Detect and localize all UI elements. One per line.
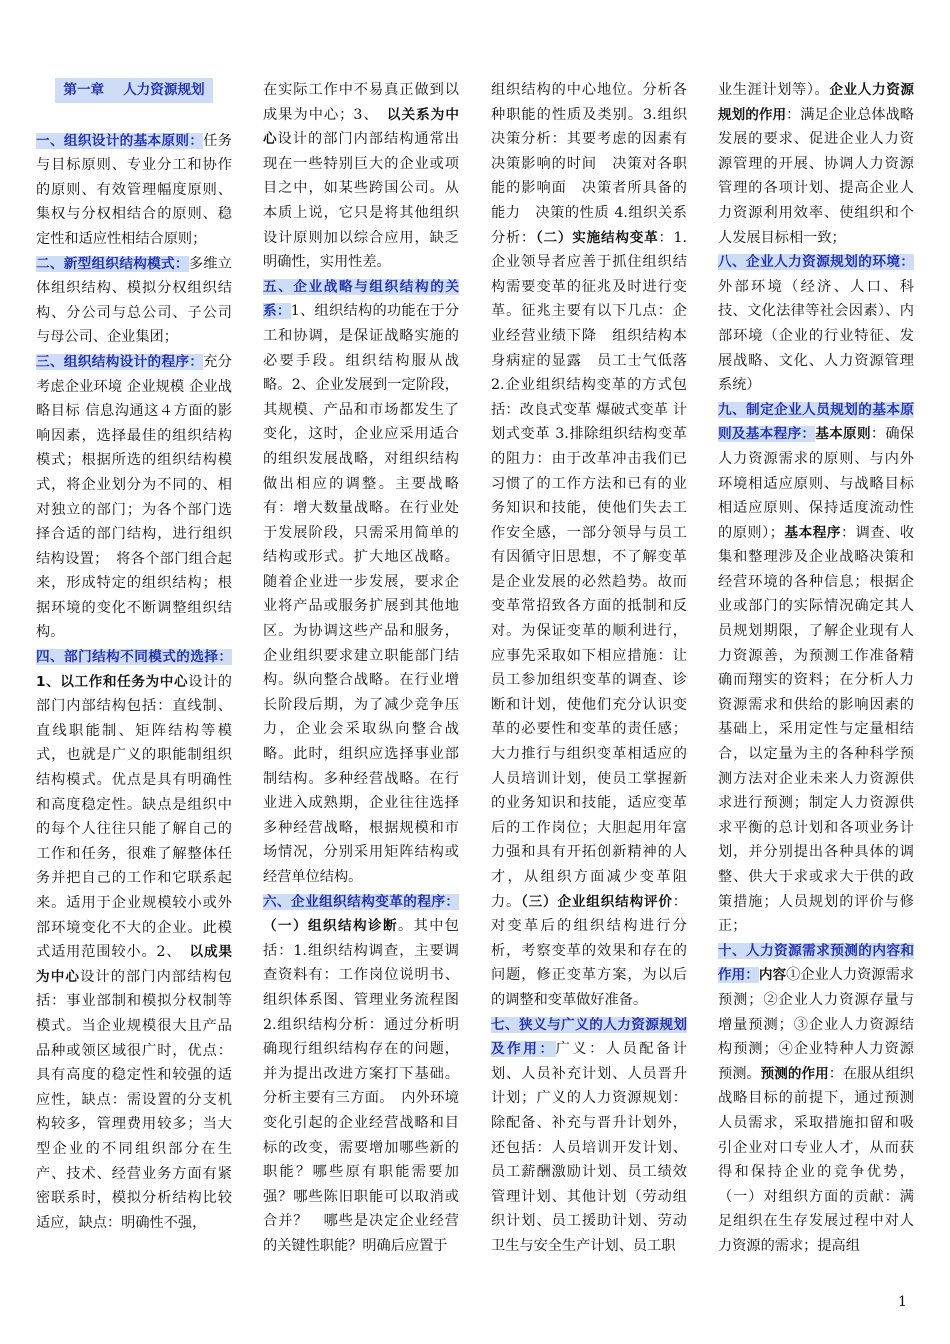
paragraph-text: 在实际工作中不易真正做到以成果为中心；3、 <box>263 82 459 123</box>
section-heading-9: 九、制定企业人员规划的基本原则及基本程序： <box>718 401 914 443</box>
section-text-2: 多维立体组织结构、模拟分权组织结构、分公司与总公司、子公司与母公司、企业集团； <box>36 255 232 346</box>
paragraph-text: ：1.企业领导者应善于抓住组织结构需要变革的征兆及时进行变革。征兆主要有以下几点：企业经营业绩下降 组织结构本身病症的显露 员工士气低落 2.企业组织结构变革的方式包括：改良式变革 爆破式变革 计划式变革 3.排除组织结构变革的阻力：由于改革冲击我们已习惯了的工作方法和已有的业务知识和技能，使他们失去工作安全感，一部分领导与员工有因循守旧思想，不了解变革是企业发展的必然趋势。故而变革常招致各方面的抵制和反对。为保证变革的顺利进行，应事先采取如下相应措施：让员工参加组织变革的调查、诊断和计划，使他们充分认识变革的必要性和变革的责任感；大力推行与组织变革相适应的人员培训计划，使员工掌握新的业务知识和技能，适应变革后的工作岗位；大胆起用年富力强和具有开拓创新精神的人才，从组织方面减少变革阻力。 <box>491 229 687 910</box>
section-heading-6: 六、企业组织结构变革的程序： <box>263 893 459 910</box>
page-number: 1 <box>898 1294 907 1310</box>
section-text-4b: 设计的部门内部结构包括：事业部制和模拟分权制等模式。当企业规模很大且产品品种或领区域很广时，优点：具有高度的稳定性和较强的适应性，缺点：需设置的分支机构较多，管理费用较多；当大型企业的不同组织部分在生产、技术、经营业务方面有紧密联系时，模拟分析结构比较适应，缺点：明确性不强， <box>36 968 232 1231</box>
section-heading-3: 三、组织结构设计的程序： <box>36 353 204 370</box>
section-text-4a: 设计的部门内部结构包括：直线制、直线职能制、矩阵结构等模式，也就是广义的职能制组织结构模式。优点是具有明确性和高度稳定性。缺点是组织中的每个人往往只能了解自己的工作和任务，很难了解整体任务并把自己的工作和它联系起来。适用于企业规模较小或外部环境变化不大的企业。此模式适用范围较小。2、 <box>36 673 232 961</box>
section-text-3: 充分考虑企业环境 企业规模 企业战略目标 信息沟通这４方面的影响因素，选择最佳的组织结构模式；根据所选的组织结构模式，将企业划分为不同的、相对独立的部门；为各个部门选择合适的部门结构，进行组织结构设置； 将各个部门组合起来，形成特定的组织结构；根据环境的变化不断调整组织结构。 <box>36 353 232 641</box>
section-text-5: 1、组织结构的功能在于分工和协调，是保证战略实施的必要手段。组织结构服从战略。2、企业发展到一定阶段，其规模、产品和市场都发生了变化，这时，企业应采用适合的组织发展战略，对组织结构做出相应的调整。主要战略有：增大数量战略。在行业处于发展阶段，只需采用简单的结构或形式。扩大地区战略。随着企业进一步发展，要求企业将产品或服务扩展到其他地区。为协调这些产品和服务，企业组织要求建立职能部门结构。纵向整合战略。在行业增长阶段后期，为了减少竞争压力，企业会采取纵向整合战略。此时，组织应选择事业部制结构。多种经营战略。在行业进入成熟期，企业往往选择多种经营战略，根据规模和市场情况，分别采用矩阵结构或经营单位结构。 <box>263 303 460 885</box>
column-2 <box>263 78 459 1259</box>
column-1 <box>36 78 232 1235</box>
bold-phrase: 基本原则 <box>815 426 871 443</box>
section-heading-7: 七、狭义与广义的人力资源规划及作用： <box>491 1016 687 1058</box>
bold-phrase: 内容 <box>758 967 787 984</box>
section-text-1: 任务与目标原则、专业分工和协作的原则、有效管理幅度原则、集权与分权相结合的原则、稳定性和适应性相结合原则； <box>36 132 232 247</box>
paragraph-text: 设计的部门内部结构通常出现在一些特别巨大的企业或项目之中，如某些跨国公司。从本质上说，它只是将其他组织设计原则加以综合应用，缺乏明确性，实用性差。 <box>263 131 459 271</box>
chapter-title: 第一章 人力资源规划 <box>55 78 213 103</box>
bold-phrase: 基本程序 <box>783 524 841 541</box>
section-heading-4: 四、部门结构不同模式的选择： <box>36 649 232 666</box>
bold-phrase: 以成果为中心 <box>36 944 233 985</box>
bold-phrase: （三）企业组织结构评价 <box>521 893 673 910</box>
bold-phrase: 1、以工作和任务为中心 <box>36 673 189 690</box>
bold-phrase: （一）组织结构诊断 <box>263 918 399 935</box>
bold-phrase: 企业人力资源规划的作用 <box>718 82 914 123</box>
paragraph-text: 组织结构的中心地位。分析各种职能的性质及类别。3.组织决策分析：其要考虑的因素有决策影响的时间 决策对各职能的影响面 决策者所具备的能力 决策的性质 4.组织关系分析： <box>491 82 687 246</box>
section-text-6: 。其中包括：1.组织结构调查，主要调查资料有：工作岗位说明书、组织体系图、管理业务流程图 2.组织结构分析：通过分析明确现行组织结构存在的问题，并为提出改进方案打下基础。分析主要有三方面。 内外环境变化引起的企业经营战略和目标的改变，需要增加哪些新的职能？哪些原有职能需要加强？哪些陈旧职能可以取消或合并？ 哪些是决定企业经营的关键性职能？明确后应置于 <box>263 918 459 1254</box>
section-heading-1: 一、组织设计的基本原则： <box>36 132 204 149</box>
section-heading-5: 五、企业战略与组织结构的关系： <box>263 278 459 320</box>
section-heading-10: 十、人力资源需求预测的内容和作用： <box>718 942 914 984</box>
section-text-10a: ①企业人力资源需求预测；②企业人力资源存量与增量预测；③企业人力资源结构预测；④企业特种人力资源预测。 <box>718 967 914 1082</box>
paragraph-text: ：对变革后的组织结构进行分析，考察变革的效果和存在的问题，修正变革方案，为以后的调整和变革做好准备。 <box>491 893 687 1008</box>
section-text-10b: ：在服从组织战略目标的前提下，通过预测人员需求，采取措施扣留和吸引企业对口专业人才，从而获得和保持企业的竞争优势，（一）对组织方面的贡献：满足组织在生存发展过程中对人力资源的需求；提高组 <box>718 1065 914 1254</box>
column-3 <box>491 78 687 1259</box>
paragraph-text: 业生涯计划等）。 <box>718 82 830 98</box>
section-text-9a: ：确保人力资源需求的原则、与内外环境相适应原则、与战略目标相适应原则、保持适度流动性的原则）； <box>718 426 915 541</box>
bold-phrase: （二）实施结构变革 <box>535 229 659 246</box>
bold-phrase: 以关系为中心 <box>263 106 459 148</box>
column-4 <box>718 78 914 1259</box>
paragraph-text: ：满足企业总体战略发展的要求、促进企业人力资源管理的开展、协调人力资源管理的各项计划、提高企业人力资源利用效率、使组织和个人发展目标相一致； <box>718 106 914 246</box>
section-text-9b: ：调查、收集和整理涉及企业战略决策和经营环境的各种信息；根据企业或部门的实际情况确定其人员规划期限，了解企业现有人力资源善，为预测工作准备精确而翔实的资料；在分析人力资源需求和供给的影响因素的基础上，采用定性与定量相结合，以定量为主的各种科学预测方法对企业未来人力资源供求进行预测；制定人力资源供求平衡的总计划和各项业务计划，并分别提出各种具体的调整、供大于求或求大于供的政策措施；人员规划的评价与修正； <box>718 524 915 935</box>
section-heading-8: 八、企业人力资源规划的环境： <box>718 254 914 271</box>
bold-phrase: 预测的作用 <box>760 1065 829 1082</box>
section-text-8: 外部环境（经济、人口、科技、文化法律等社会因素）、内部环境（企业的行业特征、发展战略、文化、人力资源管理系统） <box>718 278 914 394</box>
section-heading-2: 二、新型组织结构模式： <box>36 255 189 272</box>
section-text-7: 广义：人员配备计划、人员补充计划、人员晋升计划；广义的人力资源规划：除配备、补充与晋升计划外，还包括：人员培训开发计划、员工薪酬激励计划、员工绩效管理计划、其他计划（劳动组织计划、员工援助计划、劳动卫生与安全生产计划、员工职 <box>491 1041 687 1254</box>
